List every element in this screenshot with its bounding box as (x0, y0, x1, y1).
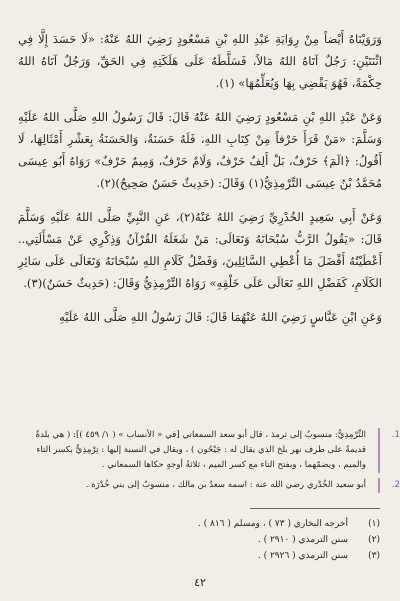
paragraph: وَعَنْ أَبِي سَعِيدٍ الخُدْرِيِّ رَضِيَ اللهُ عَنْهُ(٢)، عَنِ النَّبِيِّ صَلَّى اللهُ عَلَيْهِ وَسَلَّمَ قَالَ: «يَقُولُ الرَّبُّ سُبْحَانَهُ وَتَعَالَى: مَنْ شَغَلَهُ القُرْآنُ وَذِكْرِي عَنْ مَسْأَلَتِي.. أَعْطَيْتُهُ أَفْضَلَ مَا أُعْطِي السَّائِلِينَ، وَفَضْلُ كَلَامِ اللهِ سُبْحَانَهُ وَتَعَالَى عَلَى سَائِرِ الكَلَامِ، كَفَضْلِ اللهِ تَعَالَى عَلَى خَلْقِهِ» رَوَاهُ التِّرْمِذِيُّ وَقَالَ: (حَدِيثٌ حَسَنٌ)(٣). (18, 210, 382, 290)
footnotes (18, 516, 380, 564)
footnote (18, 516, 380, 532)
page-number: ٤٢ (194, 576, 206, 589)
glossary-item (14, 478, 400, 493)
glossary-number: 2. (391, 480, 400, 490)
footnote-mark: (٣) (368, 551, 380, 561)
footnote-mark: (١) (368, 519, 380, 529)
footnote-text: سنن الترمذي ( ٢٩٢٦ ) . (257, 551, 348, 561)
footnote-mark: (٢) (368, 535, 380, 545)
glossary-notes (14, 428, 400, 498)
footnote (18, 548, 380, 564)
paragraph: وَعَنِ ابْنِ عَبَّاسٍ رَضِيَ اللهُ عَنْهُمَا قَالَ: قَالَ رَسُولُ اللهِ صَلَّى اللهُ عَلَيْهِ (59, 310, 382, 324)
glossary-number: 1. (391, 430, 400, 440)
footnote-text: سنن الترمذي ( ٢٩١٠ ) . (257, 535, 348, 545)
paragraph: وَرَوَيْنَاهُ أَيْضاً مِنْ رِوَايَةِ عَبْدِ اللهِ بْنِ مَسْعُودٍ رَضِيَ اللهُ عَنْهُ: «لَا حَسَدَ إِلَّا فِي اثْنَتَيْنِ: رَجُلٌ آتَاهُ اللهُ مَالاً، فَسَلَّطَهُ عَلَى هَلَكَتِهِ فِي الحَقِّ، وَرَجُلٌ آتَاهُ اللهُ حِكْمَةً، فَهُوَ يَقْضِي بِهَا وَيُعَلِّمُهَا» (١). (18, 32, 382, 90)
footnote-text: أخرجه البخاري ( ٧٣ ) ، ومسلم ( ٨١٦ ) . (197, 519, 348, 529)
footnote (18, 532, 380, 548)
paragraph: وَعَنْ عَبْدِ اللهِ بْنِ مَسْعُودٍ رَضِيَ اللهُ عَنْهُ قَالَ: قَالَ رَسُولُ اللهِ صَلَّى اللهُ عَلَيْهِ وَسَلَّمَ: «مَنْ قَرَأَ حَرْفاً مِنْ كِتَابِ اللهِ، فَلَهُ حَسَنَةٌ، وَالحَسَنَةُ بِعَشْرِ أَمْثَالِهَا، لَا أَقُولُ: ﴿الٓمٓ﴾ حَرْفٌ، بَلْ أَلِفٌ حَرْفٌ، وَلَامٌ حَرْفٌ، وَمِيمٌ حَرْفٌ» رَوَاهُ أَبُو عِيسَى مُحَمَّدُ بْنُ عِيسَى التِّرْمِذِيُّ(١) وَقَالَ: (حَدِيثٌ حَسَنٌ صَحِيحٌ)(٢). (18, 110, 382, 190)
glossary-text: التِّرْمِذِيُّ: منسوبٌ إلى ترمذ ، قال أبو سعد السمعاني [في « الأنساب » ( ١/ ٤٥٩ )]: ( هي بلدةٌ قديمةٌ على طرف نهر بلخ الذي يقال له : جَيْحُون ) ، ويقال في النسبة إليها : تِرْمِذِيٌّ بكسر التاء والميم ، وبضمّهما ، وبفتح التاء مع كسر الميم ، ثلاثةُ أوجهٍ حكاها السمعاني . (35, 430, 366, 470)
glossary-item (14, 428, 400, 473)
footnote-separator (250, 508, 380, 509)
main-text (18, 28, 382, 337)
glossary-text: أبو سعيد الخُدْري رضي الله عنه : اسمه سعدُ بن مالك ، منسوبٌ إلى بني خُدْرَة . (85, 480, 366, 490)
